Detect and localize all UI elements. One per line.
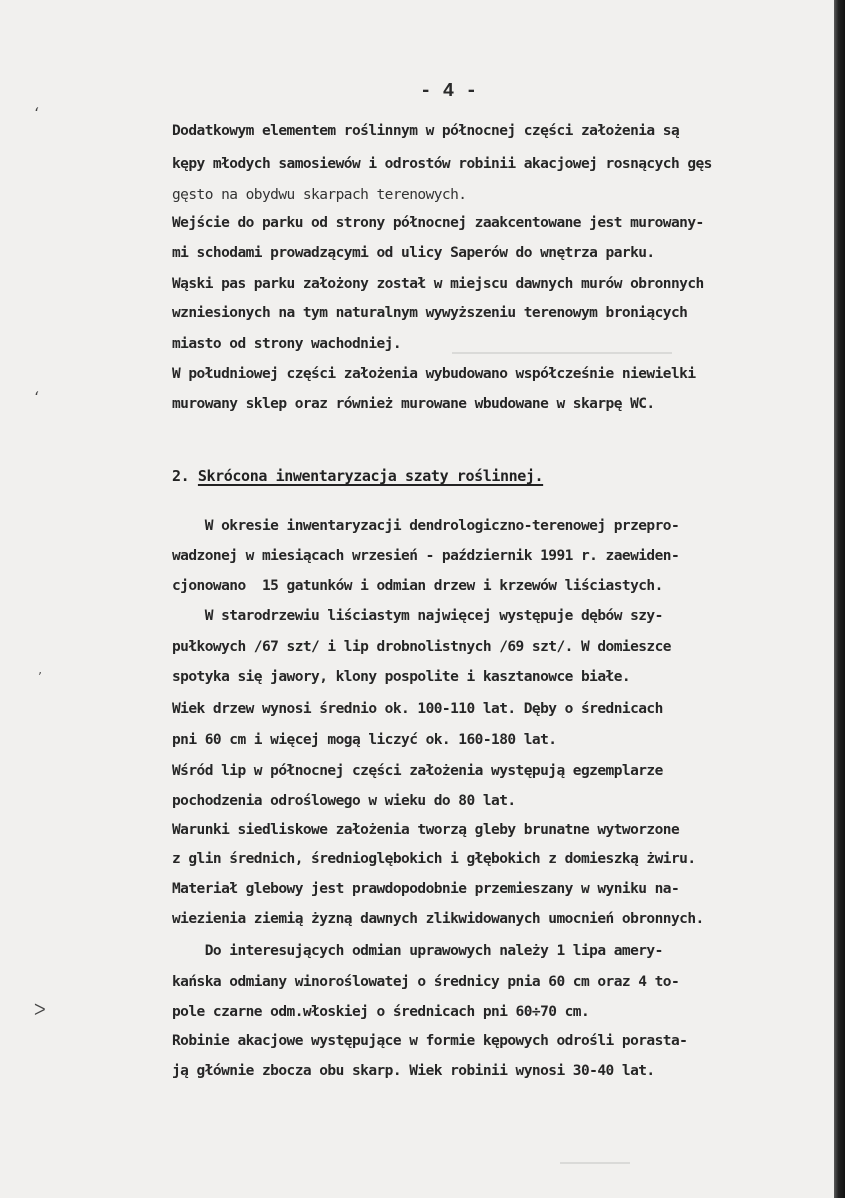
margin-mark: ’ xyxy=(38,670,42,684)
text-line: pole czarne odm.włoskiej o średnicach pni 60÷70 cm. xyxy=(172,1004,590,1020)
text-line: Wąski pas parku założony został w miejscu dawnych murów obronnych xyxy=(172,276,704,292)
text-line: W południowej części założenia wybudowano współcześnie niewielki xyxy=(172,366,696,382)
text-line: Warunki siedliskowe założenia tworzą gleby brunatne wytworzone xyxy=(172,822,680,838)
text-line: Wiek drzew wynosi średnio ok. 100-110 lat. Dęby o średnicach xyxy=(172,701,663,717)
text-line: gęsto na obydwu skarpach terenowych. xyxy=(172,187,467,203)
text-line: wadzonej w miesiącach wrzesień - październik 1991 r. zaewiden- xyxy=(172,548,680,564)
section-heading xyxy=(172,467,543,485)
text-line: wzniesionych na tym naturalnym wywyższeniu terenowym broniących xyxy=(172,305,688,321)
section-number: 2. xyxy=(172,467,190,485)
text-line: Wśród lip w północnej części założenia występują egzemplarze xyxy=(172,763,663,779)
text-line: W okresie inwentaryzacji dendrologiczno-terenowej przepro- xyxy=(172,518,680,534)
text-line: Robinie akacjowe występujące w formie kępowych odrośli porasta- xyxy=(172,1033,688,1049)
margin-mark: ᐳ xyxy=(34,1000,46,1019)
text-line: spotyka się jawory, klony pospolite i kasztanowce białe. xyxy=(172,669,631,685)
paper-smudge xyxy=(560,1162,630,1164)
text-line: Wejście do parku od strony północnej zaakcentowane jest murowany- xyxy=(172,215,704,231)
text-line: miasto od strony wachodniej. xyxy=(172,336,402,352)
text-line: kępy młodych samosiewów i odrostów robinii akacjowej rosnących gęs xyxy=(172,156,712,172)
page-number: - 4 - xyxy=(420,80,478,102)
text-line: z glin średnich, średnioglębokich i głębokich z domieszką żwiru. xyxy=(172,851,696,867)
scan-edge xyxy=(834,0,845,1198)
text-line: wiezienia ziemią żyzną dawnych zlikwidowanych umocnień obronnych. xyxy=(172,911,704,927)
section-title: Skrócona inwentaryzacja szaty roślinnej. xyxy=(197,467,544,485)
text-line: Dodatkowym elementem roślinnym w północnej części założenia są xyxy=(172,123,680,139)
text-line: Materiał glebowy jest prawdopodobnie przemieszany w wyniku na- xyxy=(172,881,680,897)
text-line: Do interesujących odmian uprawowych należy 1 lipa amery- xyxy=(172,943,663,959)
text-line: W starodrzewiu liściastym najwięcej występuje dębów szy- xyxy=(172,608,663,624)
text-line: pułkowych /67 szt/ i lip drobnolistnych /69 szt/. W domieszce xyxy=(172,639,671,655)
text-line: ją głównie zbocza obu skarp. Wiek robinii wynosi 30-40 lat. xyxy=(172,1063,655,1079)
text-line: mi schodami prowadzącymi od ulicy Saperów do wnętrza parku. xyxy=(172,245,655,261)
margin-mark: ‘ xyxy=(34,388,40,407)
margin-mark: ‘ xyxy=(34,104,40,123)
text-line: pochodzenia odroślowego w wieku do 80 lat. xyxy=(172,793,516,809)
text-line: kańska odmiany winoroślowatej o średnicy pnia 60 cm oraz 4 to- xyxy=(172,974,680,990)
text-line: cjonowano 15 gatunków i odmian drzew i krzewów liściastych. xyxy=(172,578,663,594)
text-line: murowany sklep oraz również murowane wbudowane w skarpę WC. xyxy=(172,396,655,412)
text-line: pni 60 cm i więcej mogą liczyć ok. 160-180 lat. xyxy=(172,732,557,748)
